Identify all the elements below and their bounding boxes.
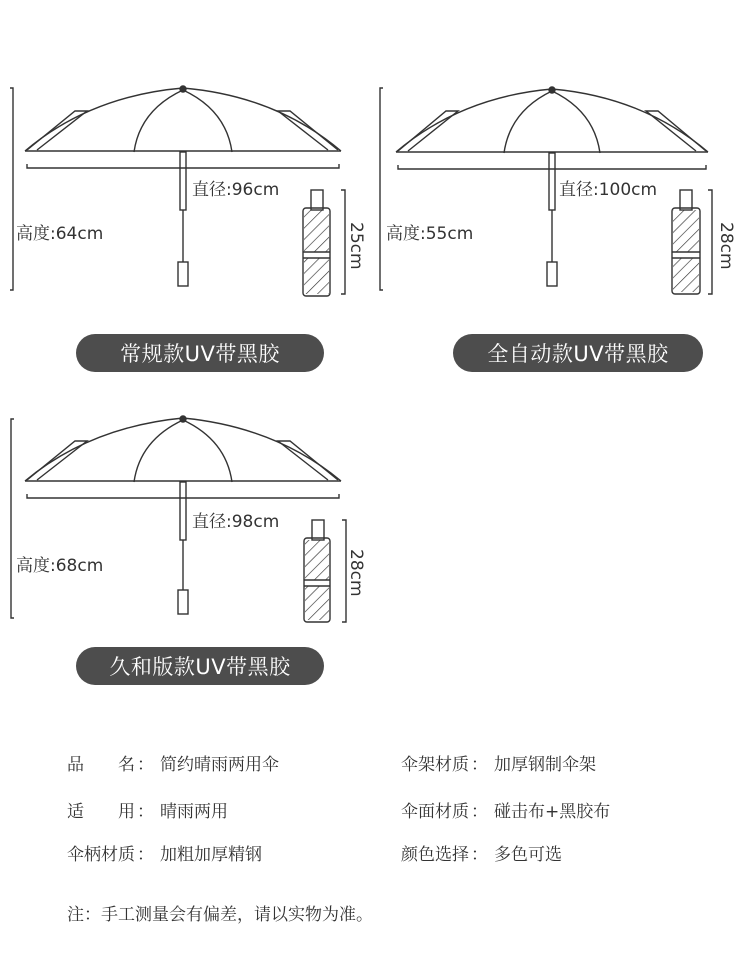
umbrella-2-drawing [380, 87, 712, 294]
umbrella-2-height: 高度:55cm [386, 224, 474, 244]
umbrella-1-diameter: 直径:96cm [192, 180, 280, 200]
model-badge-jiuhe: 久和版款UV带黑胶 [76, 647, 324, 685]
umbrella-3-drawing [11, 416, 346, 622]
spec-name-value: 简约晴雨两用伞 [160, 755, 279, 775]
spec-colon: ： [137, 802, 154, 822]
spec-handle-key: 伞柄材质 [67, 845, 135, 865]
spec-usage-key: 适 用 [67, 802, 135, 822]
umbrella-3-height: 高度:68cm [16, 556, 104, 576]
spec-canopy [401, 797, 610, 822]
spec-handle [67, 840, 262, 865]
spec-colon: ： [137, 755, 154, 775]
spec-canopy-value: 碰击布+黑胶布 [494, 802, 611, 822]
spec-canopy-key: 伞面材质 [401, 802, 469, 822]
spec-name-key: 品 名 [67, 755, 135, 775]
spec-frame-key: 伞架材质 [401, 755, 469, 775]
spec-usage [67, 797, 228, 822]
umbrella-1-folded-length: 25cm [346, 222, 366, 270]
spec-color-value: 多色可选 [494, 845, 562, 865]
model-badge-regular: 常规款UV带黑胶 [76, 334, 324, 372]
spec-colon: ： [471, 755, 488, 775]
umbrella-2-diameter: 直径:100cm [559, 180, 658, 200]
spec-colon: ： [471, 845, 488, 865]
spec-frame [401, 750, 596, 775]
spec-usage-value: 晴雨两用 [160, 802, 228, 822]
model-badge-auto: 全自动款UV带黑胶 [453, 334, 703, 372]
umbrella-3-folded-length: 28cm [346, 549, 366, 597]
spec-handle-value: 加粗加厚精钢 [160, 845, 262, 865]
spec-colon: ： [137, 845, 154, 865]
umbrella-1-drawing [10, 86, 345, 296]
measurement-note: 注：手工测量会有偏差，请以实物为准。 [67, 905, 373, 925]
umbrella-2-folded-length: 28cm [716, 222, 736, 270]
spec-colon: ： [471, 802, 488, 822]
spec-color [401, 840, 562, 865]
spec-name [67, 750, 279, 775]
umbrella-3-diameter: 直径:98cm [192, 512, 280, 532]
spec-color-key: 颜色选择 [401, 845, 469, 865]
spec-frame-value: 加厚钢制伞架 [494, 755, 596, 775]
umbrella-1-height: 高度:64cm [16, 224, 104, 244]
